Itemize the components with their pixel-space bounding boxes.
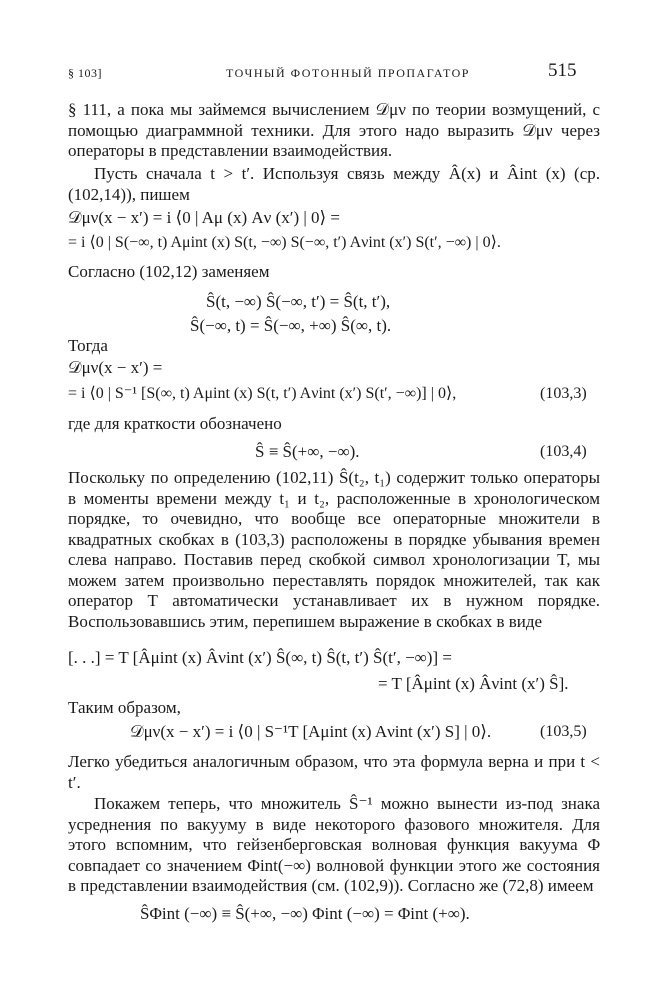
page-number: 515 [548, 60, 577, 81]
equation-5-line-1: [. . .] = T [Âμint (x) Âνint (x′) Ŝ(∞, t) Ŝ(t, t′) Ŝ(t′, −∞)] = [68, 648, 452, 667]
equation-6-number: (103,5) [540, 723, 587, 740]
equation-7: ŜΦint (−∞) ≡ Ŝ(+∞, −∞) Φint (−∞) = Φint (+∞). [140, 904, 470, 923]
equation-4: Ŝ ≡ Ŝ(+∞, −∞). [255, 442, 360, 461]
paragraph-5: где для краткости обозначено [68, 414, 282, 433]
equation-3-line-1: 𝒟μν(x − x′) = [68, 358, 163, 377]
equation-5-line-2: = T [Âμint (x) Âνint (x′) Ŝ]. [378, 674, 569, 693]
equation-1-line-1: 𝒟μν(x − x′) = i ⟨0 | Aμ (x) Aν (x′) | 0⟩ = [68, 208, 340, 227]
paragraph-4: Тогда [68, 336, 108, 355]
equation-4-number: (103,4) [540, 443, 587, 460]
equation-3-number: (103,3) [540, 385, 587, 402]
equation-3-line-2: = i ⟨0 | S⁻¹ [S(∞, t) Aμint (x) S(t, t′) Aνint (x′) S(t′, −∞)] | 0⟩, [68, 385, 457, 402]
paragraph-3: Согласно (102,12) заменяем [68, 262, 270, 281]
paragraph-2: Пусть сначала t > t′. Используя связь между Â(x) и Âint (x) (ср. (102,14)), пишем [68, 164, 600, 204]
paragraph-7: Таким образом, [68, 698, 181, 717]
equation-6: 𝒟μν(x − x′) = i ⟨0 | S⁻¹T [Aμint (x) Aνint (x′) S] | 0⟩. [130, 722, 492, 741]
equation-2-line-1: Ŝ(t, −∞) Ŝ(−∞, t′) = Ŝ(t, t′), [206, 292, 391, 311]
running-head-title: ТОЧНЫЙ ФОТОННЫЙ ПРОПАГАТОР [226, 66, 470, 80]
paragraph-9: Покажем теперь, что множитель Ŝ⁻¹ можно вынести из-под знака усреднения по вакууму в виде некоторого фазового множителя. Для этого вспомним, что гейзенберговская волновая функция вакуума Φ совпадает со значением Φint(−∞) волновой функции этого же состояния в представлении взаимодействия (см. (102,9)). Согласно же (72,8) имеем [68, 794, 600, 895]
running-head-section: § 103] [68, 66, 102, 80]
paragraph-8: Легко убедиться аналогичным образом, что эта формула верна и при t < t′. [68, 752, 600, 792]
equation-1-line-2: = i ⟨0 | S(−∞, t) Aμint (x) S(t, −∞) S(−∞, t′) Aνint (x′) S(t′, −∞) | 0⟩. [68, 234, 501, 251]
equation-2-line-2: Ŝ(−∞, t) = Ŝ(−∞, +∞) Ŝ(∞, t). [190, 316, 392, 335]
paragraph-1: § 111, а пока мы займемся вычислением 𝒟μν по теории возмущений, с помощью диаграммной техники. Для этого надо выразить 𝒟μν через операторы в представлении взаимодействия. [68, 100, 600, 160]
paragraph-6: Поскольку по определению (102,11) Ŝ(t₂, t₁) содержит только операторы в моменты времени между t₁ и t₂, расположенные в хронологическом порядке, то очевидно, что вообще все операторные множители в квадратных скобках в (103,3) расположены в порядке убывания времен слева направо. Поставив перед скобкой символ хронологизации T, мы можем затем произвольно переставлять порядок множителей, так как оператор T автоматически устанавливает их в нужном порядке. Воспользовавшись этим, перепишем выражение в скобках в виде [68, 468, 600, 631]
